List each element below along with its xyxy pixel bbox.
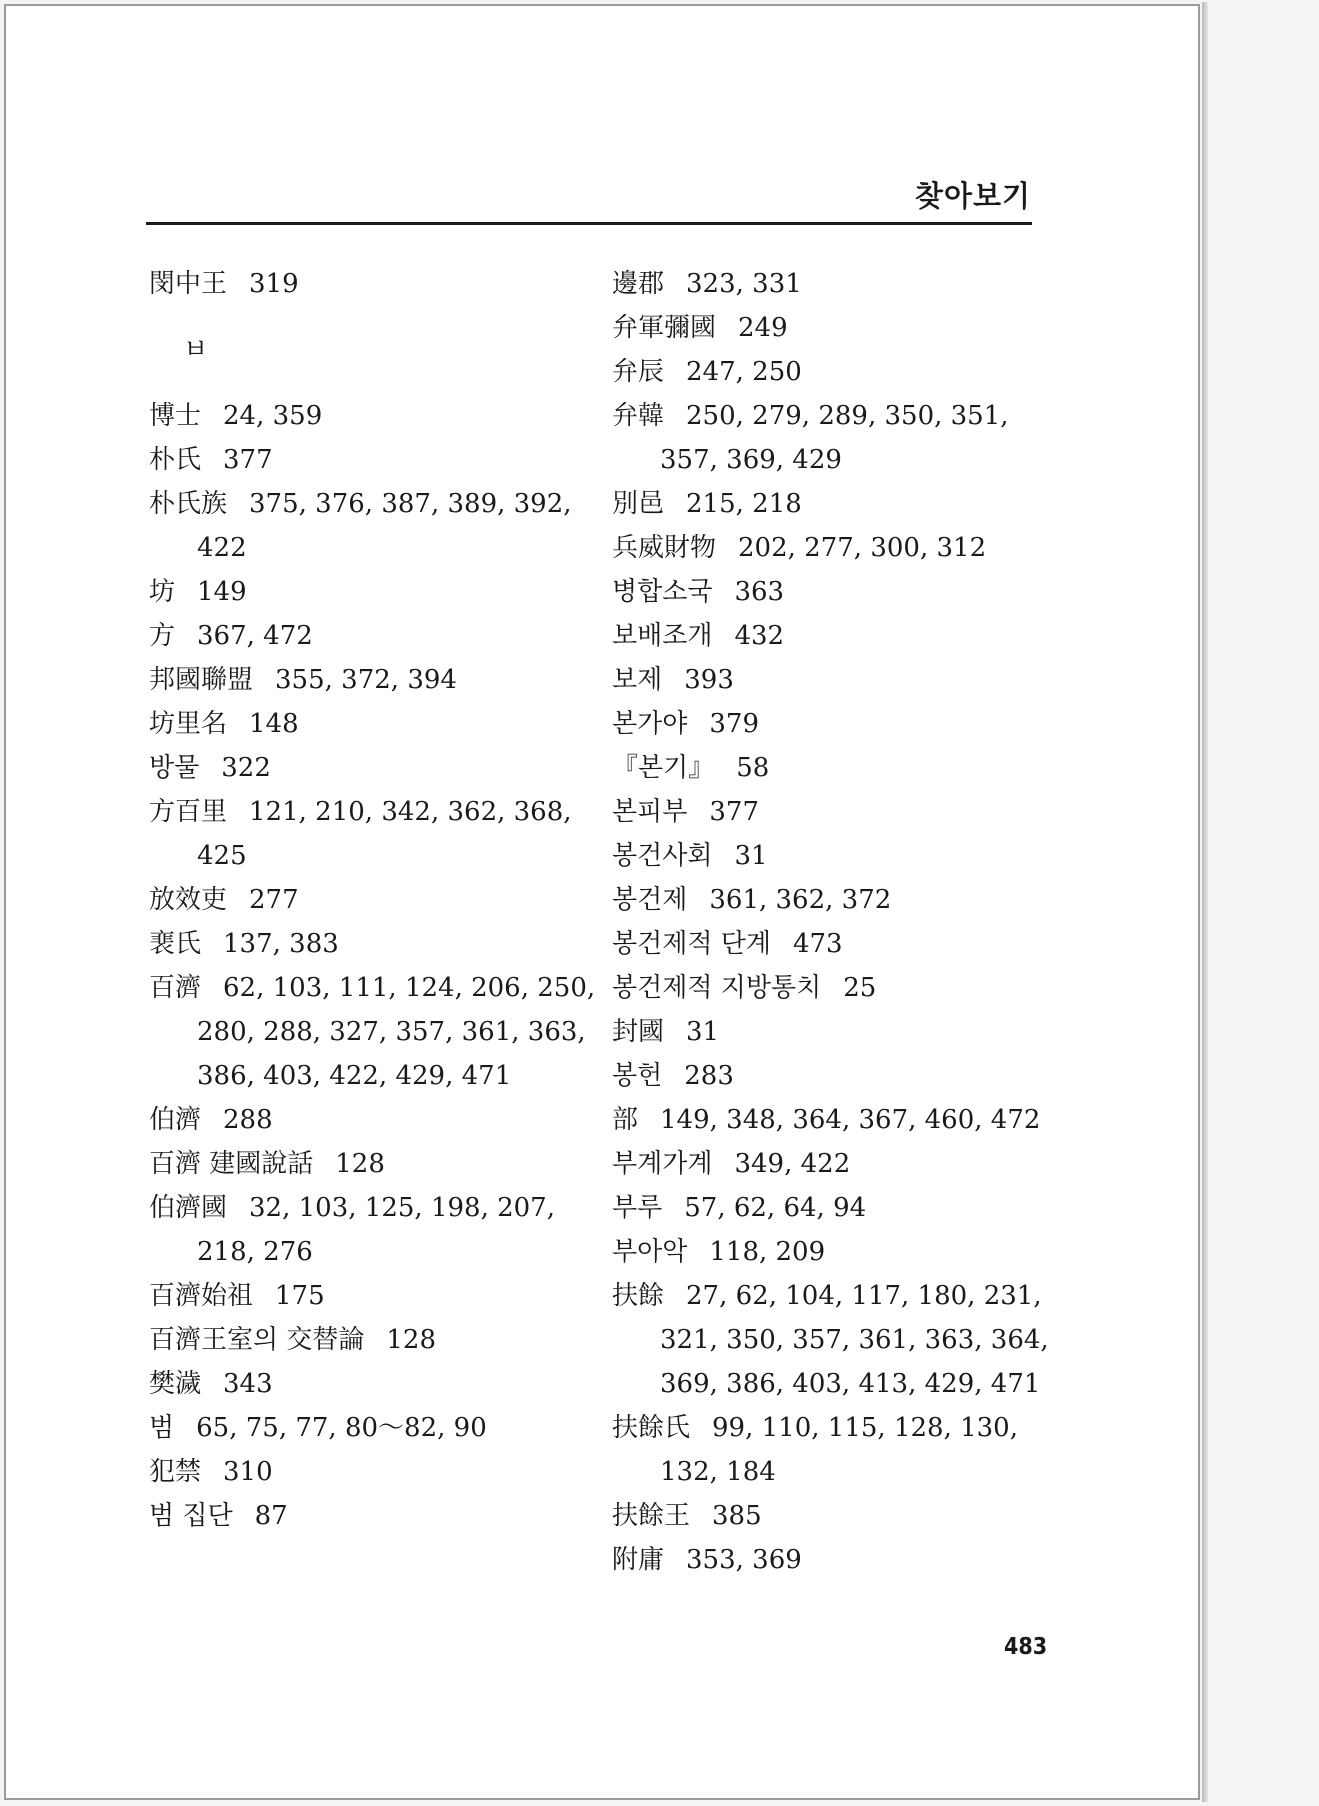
index-term: 博士 [149, 401, 202, 431]
index-entry [149, 1142, 609, 1186]
index-pages: 250, 279, 289, 350, 351, 357, 369, 429 [660, 401, 1009, 475]
index-entry [149, 1450, 609, 1494]
index-entry [612, 966, 1072, 1010]
index-term: 百濟 [149, 973, 202, 1003]
index-term: 보배조개 [612, 621, 713, 651]
index-term: 犯禁 [149, 1457, 202, 1487]
index-term: 弁辰 [612, 357, 665, 387]
index-pages: 473 [792, 929, 843, 959]
index-term: 보제 [612, 665, 663, 695]
index-pages: 118, 209 [709, 1237, 826, 1267]
index-entry [612, 482, 1072, 526]
index-entry [612, 1538, 1072, 1582]
index-entry [149, 1274, 609, 1318]
index-entry [149, 482, 609, 570]
index-term: 閔中王 [149, 269, 228, 299]
index-entry [612, 878, 1072, 922]
index-entry [149, 878, 609, 922]
index-term: 봉헌 [612, 1061, 663, 1091]
index-entry [612, 1098, 1072, 1142]
index-term: 弁韓 [612, 401, 665, 431]
index-pages: 87 [254, 1501, 288, 1531]
index-term: 扶餘 [612, 1281, 665, 1311]
index-entry [612, 1494, 1072, 1538]
index-term: 본가야 [612, 709, 688, 739]
index-term: 범 집단 [149, 1501, 233, 1531]
index-entry [149, 1098, 609, 1142]
index-entry [612, 350, 1072, 394]
index-column-left [149, 262, 609, 1538]
index-term: 朴氏族 [149, 489, 228, 519]
index-entry [149, 790, 609, 878]
index-term: 부계가계 [612, 1149, 713, 1179]
index-term: 百濟 建國說話 [149, 1149, 314, 1179]
index-pages: 375, 376, 387, 389, 392, 422 [197, 489, 572, 563]
index-pages: 149 [197, 577, 247, 607]
index-term: 부아악 [612, 1237, 688, 1267]
index-pages: 393 [684, 665, 734, 695]
index-pages: 57, 62, 64, 94 [684, 1193, 867, 1223]
index-entry [149, 1406, 609, 1450]
index-pages: 355, 372, 394 [275, 665, 457, 695]
index-pages: 377 [709, 797, 759, 827]
index-term: 朴氏 [149, 445, 202, 475]
index-pages: 283 [684, 1061, 734, 1091]
index-pages: 175 [275, 1281, 325, 1311]
index-entry [149, 262, 609, 306]
index-pages: 432 [734, 621, 785, 651]
running-head: 찾아보기 [914, 179, 1031, 213]
index-entry [612, 570, 1072, 614]
index-entry [612, 614, 1072, 658]
index-pages: 99, 110, 115, 128, 130, 132, 184 [660, 1413, 1018, 1487]
index-pages: 65, 75, 77, 80～82, 90 [196, 1413, 487, 1443]
index-term: 邊郡 [612, 269, 665, 299]
index-entry [612, 1142, 1072, 1186]
index-term: 放效吏 [149, 885, 228, 915]
index-pages: 288 [223, 1105, 273, 1135]
index-pages: 353, 369 [686, 1545, 802, 1575]
index-entry [149, 702, 609, 746]
index-term: 兵威財物 [612, 533, 717, 563]
index-term: 봉건제적 지방통치 [612, 973, 822, 1003]
index-term: 봉건제 [612, 885, 688, 915]
index-pages: 349, 422 [734, 1149, 851, 1179]
index-pages: 247, 250 [686, 357, 802, 387]
index-entry [149, 394, 609, 438]
index-entry [612, 526, 1072, 570]
index-entry [612, 306, 1072, 350]
index-pages: 361, 362, 372 [709, 885, 892, 915]
index-pages: 367, 472 [197, 621, 313, 651]
index-term: 『본기』 [612, 753, 715, 783]
index-pages: 31 [686, 1017, 720, 1047]
index-entry [149, 1186, 609, 1274]
index-pages: 31 [734, 841, 768, 871]
index-entry [612, 658, 1072, 702]
index-entry [149, 1494, 609, 1538]
index-pages: 379 [709, 709, 759, 739]
index-entry [612, 1406, 1072, 1494]
index-entry [149, 1318, 609, 1362]
index-term: 伯濟國 [149, 1193, 228, 1223]
index-term: 부루 [612, 1193, 663, 1223]
index-entry [149, 614, 609, 658]
index-pages: 149, 348, 364, 367, 460, 472 [660, 1105, 1041, 1135]
index-pages: 319 [249, 269, 299, 299]
index-term: 扶餘王 [612, 1501, 691, 1531]
index-term: 본피부 [612, 797, 688, 827]
index-pages: 137, 383 [223, 929, 339, 959]
index-term: 伯濟 [149, 1105, 202, 1135]
index-entry [149, 1362, 609, 1406]
index-entry [612, 702, 1072, 746]
index-pages: 323, 331 [686, 269, 802, 299]
index-term: 方百里 [149, 797, 228, 827]
index-term: 범 [149, 1413, 175, 1443]
index-term: 百濟王室의 交替論 [149, 1325, 365, 1355]
index-pages: 249 [738, 313, 788, 343]
index-term: 坊 [149, 577, 176, 607]
header-rule [146, 222, 1032, 225]
index-pages: 27, 62, 104, 117, 180, 231, 321, 350, 357, 361, 363, 364, 369, 386, 403, 413, 429, 471 [660, 1281, 1049, 1399]
index-entry [612, 1054, 1072, 1098]
book-page [4, 4, 1200, 1800]
index-pages: 385 [712, 1501, 762, 1531]
index-term: 別邑 [612, 489, 665, 519]
index-entry [149, 922, 609, 966]
index-entry [612, 746, 1072, 790]
index-pages: 148 [249, 709, 299, 739]
index-term: 裵氏 [149, 929, 202, 959]
index-term: 弁軍彌國 [612, 313, 717, 343]
index-pages: 58 [736, 753, 770, 783]
index-pages: 310 [223, 1457, 273, 1487]
index-term: 部 [612, 1105, 639, 1135]
index-term: 百濟始祖 [149, 1281, 254, 1311]
index-entry [149, 746, 609, 790]
index-pages: 62, 103, 111, 124, 206, 250, 280, 288, 327, 357, 361, 363, 386, 403, 422, 429, 471 [197, 973, 596, 1091]
page-number: 483 [1004, 1634, 1048, 1660]
index-pages: 277 [249, 885, 299, 915]
index-term: 附庸 [612, 1545, 665, 1575]
index-entry [612, 834, 1072, 878]
index-entry [612, 790, 1072, 834]
section-letter: ㅂ [183, 335, 209, 365]
index-pages: 32, 103, 125, 198, 207, 218, 276 [197, 1193, 555, 1267]
index-entry [149, 966, 609, 1098]
index-entry [612, 1010, 1072, 1054]
index-column-right [612, 262, 1072, 1582]
index-pages: 121, 210, 342, 362, 368, 425 [197, 797, 572, 871]
index-term: 방물 [149, 753, 200, 783]
index-pages: 24, 359 [223, 401, 323, 431]
index-term: 坊里名 [149, 709, 228, 739]
index-pages: 128 [386, 1325, 437, 1355]
index-entry [149, 438, 609, 482]
index-pages: 322 [221, 753, 271, 783]
index-entry [612, 1274, 1072, 1406]
index-entry [612, 922, 1072, 966]
index-entry [612, 1186, 1072, 1230]
index-pages: 25 [843, 973, 877, 1003]
index-entry [149, 570, 609, 614]
index-term: 봉건제적 단계 [612, 929, 771, 959]
index-entry [612, 1230, 1072, 1274]
index-entry [149, 658, 609, 702]
index-entry [612, 262, 1072, 306]
index-term: 扶餘氏 [612, 1413, 691, 1443]
index-pages: 343 [223, 1369, 273, 1399]
index-term: 方 [149, 621, 176, 651]
index-pages: 215, 218 [686, 489, 802, 519]
index-term: 樊濊 [149, 1369, 202, 1399]
index-pages: 363 [734, 577, 785, 607]
index-entry [612, 394, 1072, 482]
index-term: 邦國聯盟 [149, 665, 254, 695]
index-term: 병합소국 [612, 577, 713, 607]
index-pages: 377 [223, 445, 273, 475]
index-pages: 202, 277, 300, 312 [738, 533, 987, 563]
index-pages: 128 [335, 1149, 385, 1179]
index-term: 封國 [612, 1017, 665, 1047]
page-edge [1202, 2, 1208, 1802]
index-term: 봉건사회 [612, 841, 713, 871]
